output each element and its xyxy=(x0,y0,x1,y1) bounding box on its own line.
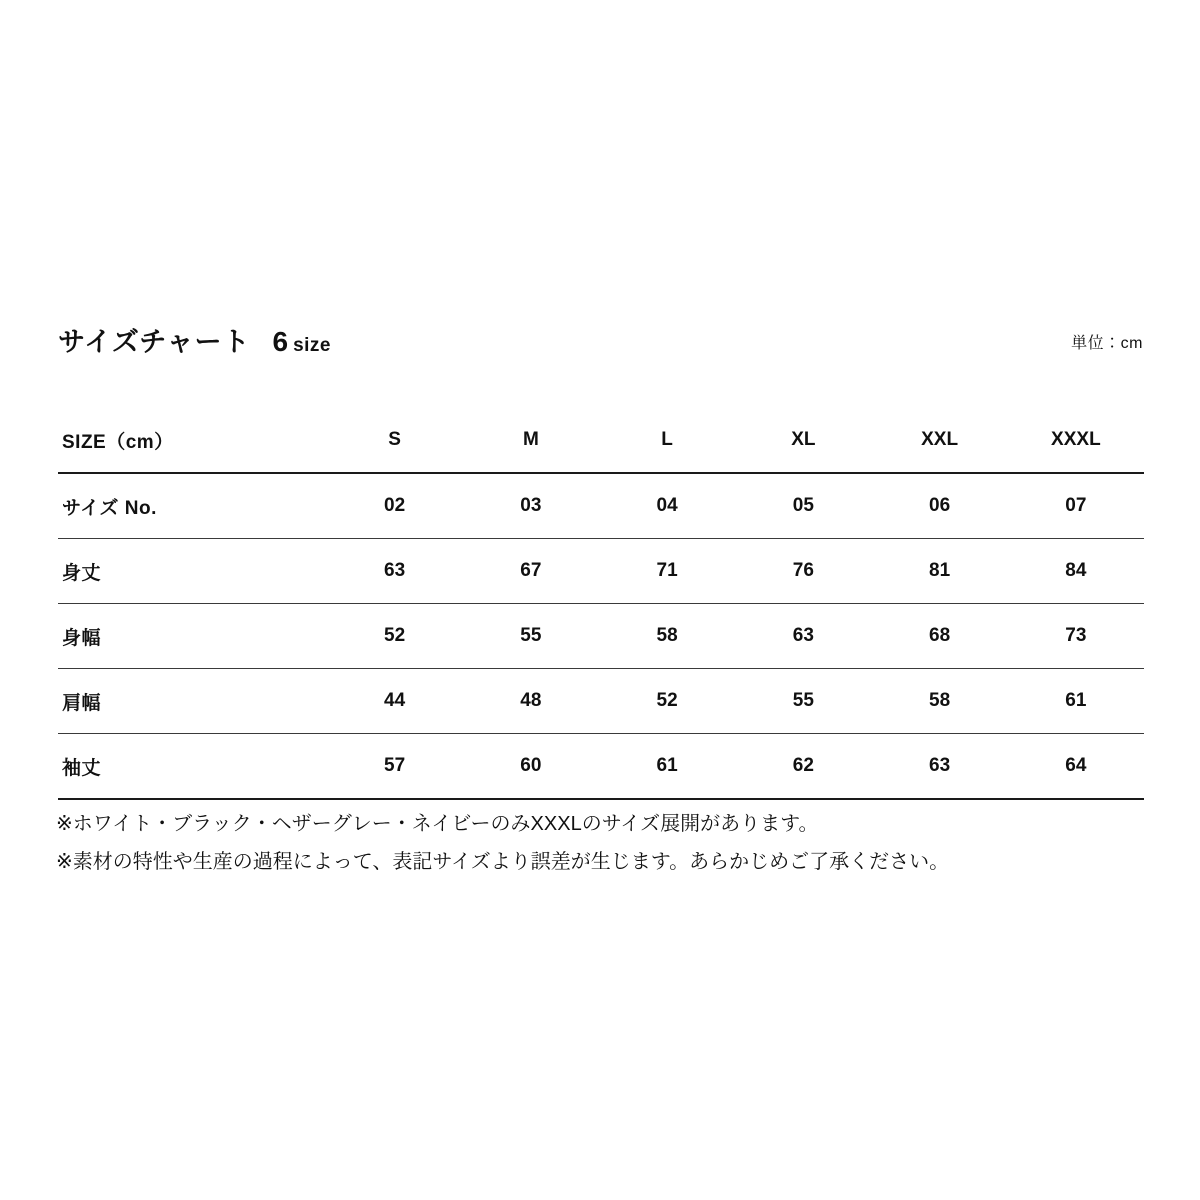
cell-shoulder-width-xxxl: 61 xyxy=(1008,669,1144,734)
size-chart-table xyxy=(58,408,1144,800)
cell-shoulder-width-m: 48 xyxy=(463,669,599,734)
size-count: 6 xyxy=(272,326,290,357)
cell-sleeve-length-xxl: 63 xyxy=(871,734,1007,800)
table-row xyxy=(58,669,1144,734)
cell-size-no-l: 04 xyxy=(599,473,735,539)
column-header-l: L xyxy=(599,408,735,473)
cell-body-width-s: 52 xyxy=(326,604,462,669)
cell-sleeve-length-xxxl: 64 xyxy=(1008,734,1144,800)
column-header-xxxl: XXXL xyxy=(1008,408,1144,473)
cell-body-width-m: 55 xyxy=(463,604,599,669)
chart-notes xyxy=(56,805,1146,881)
page-title-text: サイズチャート xyxy=(58,327,251,357)
page-title xyxy=(58,320,331,359)
cell-body-width-xxxl: 73 xyxy=(1008,604,1144,669)
row-label-sleeve-length: 袖丈 xyxy=(58,734,326,800)
table-header xyxy=(58,408,1144,473)
row-label-size-no: サイズ No. xyxy=(58,473,326,539)
note-line-1: ※ホワイト・ブラック・ヘザーグレー・ネイビーのみXXXLのサイズ展開があります。 xyxy=(56,813,819,835)
cell-shoulder-width-xl: 55 xyxy=(735,669,871,734)
cell-sleeve-length-m: 60 xyxy=(463,734,599,800)
table-row xyxy=(58,539,1144,604)
cell-body-width-l: 58 xyxy=(599,604,735,669)
cell-size-no-m: 03 xyxy=(463,473,599,539)
row-label-shoulder-width: 肩幅 xyxy=(58,669,326,734)
unit-note: 単位：cm xyxy=(1071,335,1143,352)
cell-size-no-s: 02 xyxy=(326,473,462,539)
cell-size-no-xl: 05 xyxy=(735,473,871,539)
column-header-size: SIZE（cm） xyxy=(58,408,326,473)
note-line-2: ※素材の特性や生産の過程によって、表記サイズより誤差が生じます。あらかじめご了承ください。 xyxy=(56,851,950,873)
cell-body-length-l: 71 xyxy=(599,539,735,604)
cell-shoulder-width-s: 44 xyxy=(326,669,462,734)
table-body xyxy=(58,473,1144,799)
column-header-m: M xyxy=(463,408,599,473)
cell-sleeve-length-s: 57 xyxy=(326,734,462,800)
cell-body-length-xxxl: 84 xyxy=(1008,539,1144,604)
row-label-body-length: 身丈 xyxy=(58,539,326,604)
cell-body-width-xl: 63 xyxy=(735,604,871,669)
cell-shoulder-width-l: 52 xyxy=(599,669,735,734)
cell-sleeve-length-l: 61 xyxy=(599,734,735,800)
cell-shoulder-width-xxl: 58 xyxy=(871,669,1007,734)
cell-body-width-xxl: 68 xyxy=(871,604,1007,669)
cell-body-length-xl: 76 xyxy=(735,539,871,604)
table-row xyxy=(58,473,1144,539)
column-header-xxl: XXL xyxy=(871,408,1007,473)
chart-header xyxy=(58,320,1143,368)
table-row xyxy=(58,604,1144,669)
cell-body-length-s: 63 xyxy=(326,539,462,604)
table-row xyxy=(58,734,1144,800)
column-header-s: S xyxy=(326,408,462,473)
column-header-xl: XL xyxy=(735,408,871,473)
cell-sleeve-length-xl: 62 xyxy=(735,734,871,800)
table-header-row xyxy=(58,408,1144,473)
cell-size-no-xxl: 06 xyxy=(871,473,1007,539)
row-label-body-width: 身幅 xyxy=(58,604,326,669)
cell-size-no-xxxl: 07 xyxy=(1008,473,1144,539)
size-word: size xyxy=(293,335,331,356)
cell-body-length-m: 67 xyxy=(463,539,599,604)
cell-body-length-xxl: 81 xyxy=(871,539,1007,604)
